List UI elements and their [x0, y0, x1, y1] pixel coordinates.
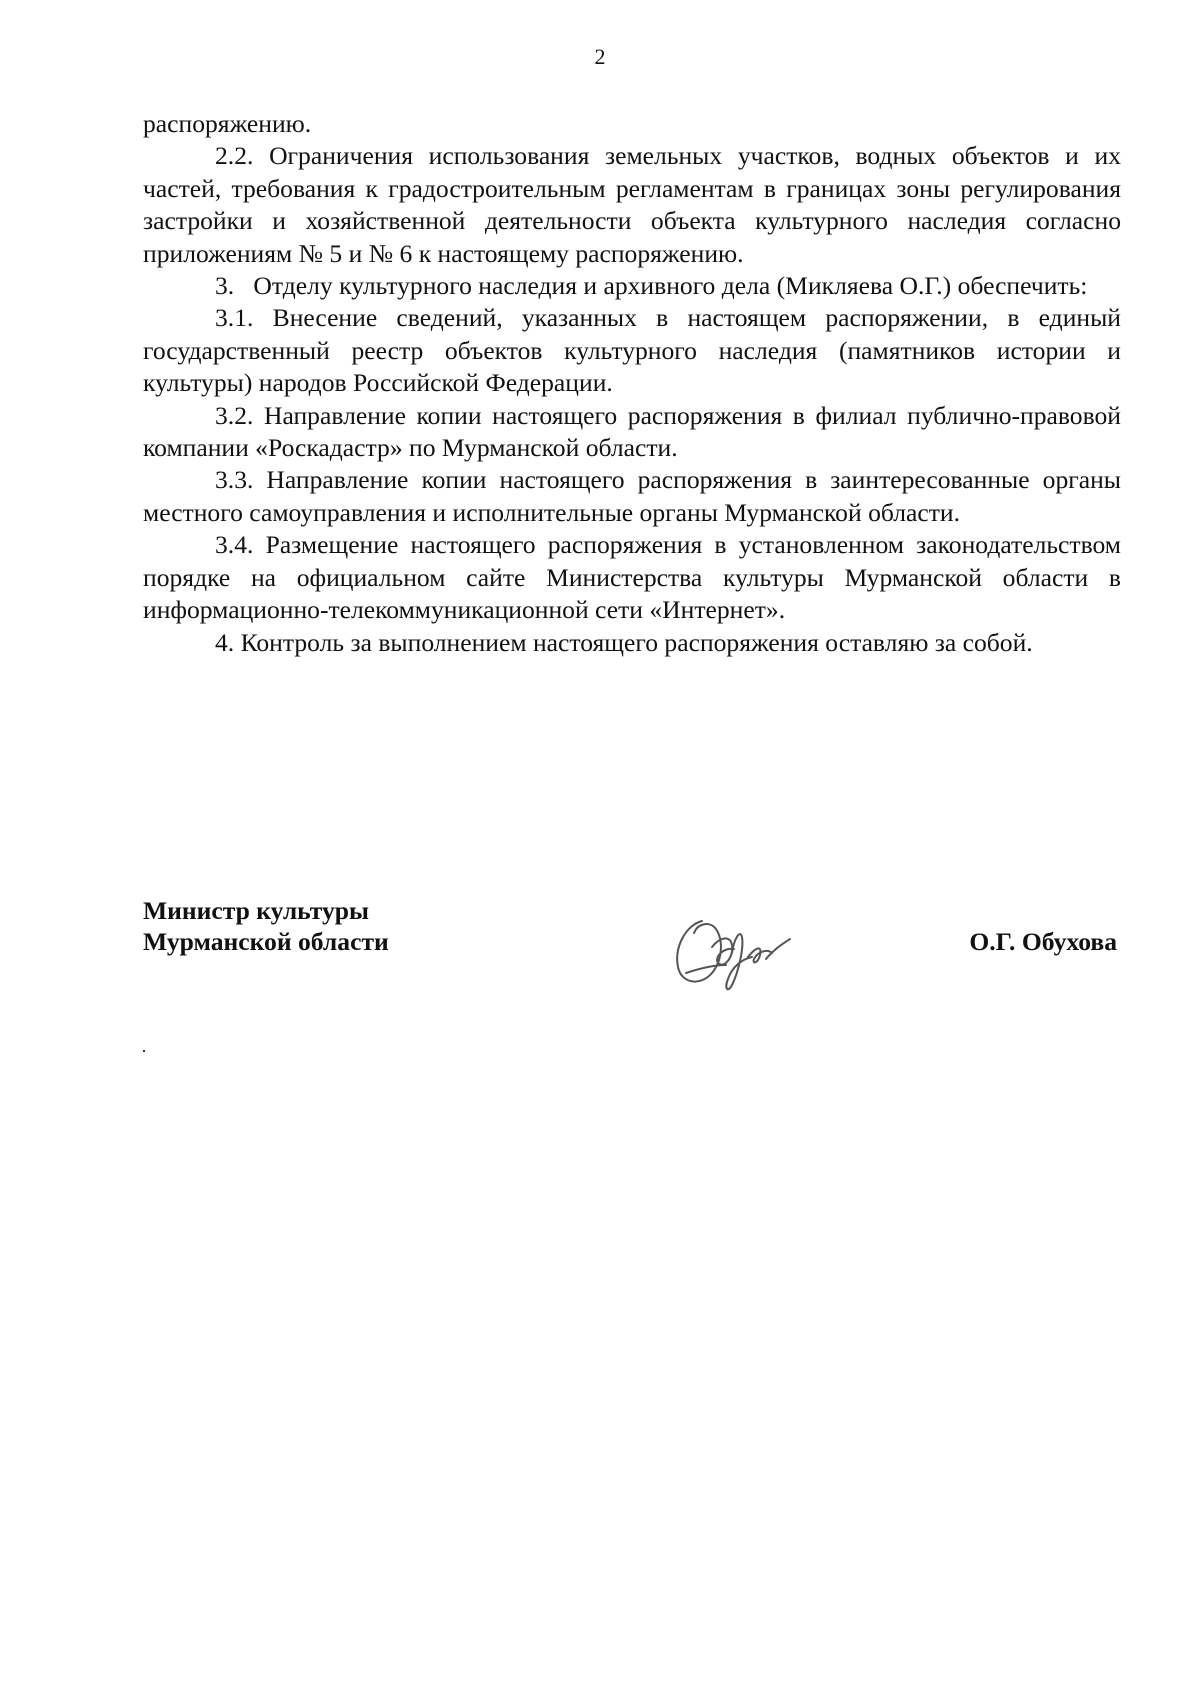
signature-block	[143, 895, 1121, 1005]
stray-dot	[143, 1050, 145, 1052]
paragraph-3-4: 3.4. Размещение настоящего распоряжения в установленном законодательством порядке на официальном сайте Министерства культуры Мурманской области в информационно-телекоммуникационной сети «Интернет».	[143, 530, 1121, 625]
paragraph-3: 3. Отделу культурного наследия и архивного дела (Микляева О.Г.) обеспечить:	[215, 271, 1088, 301]
signatory-title-line-1: Министр культуры	[143, 896, 369, 925]
signatory-name: О.Г. Обухова	[969, 927, 1117, 956]
paragraph-continuation: распоряжению.	[143, 109, 312, 138]
paragraph-4: 4. Контроль за выполнением настоящего распоряжения оставляю за собой.	[215, 627, 1033, 657]
paragraph-3-3: 3.3. Направление копии настоящего распоряжения в заинтересованные органы местного самоуправления и исполнительные органы Мурманской области.	[143, 465, 1121, 527]
paragraph-3-1: 3.1. Внесение сведений, указанных в настоящем распоряжении, в единый государственный реестр объектов культурного наследия (памятников истории и культуры) народов Российской Федерации.	[143, 303, 1121, 398]
paragraph-3-2: 3.2. Направление копии настоящего распоряжения в филиал публично-правовой компании «Роскадастр» по Мурманской области.	[143, 400, 1121, 463]
document-body	[143, 108, 1121, 659]
signatory-title-line-2: Мурманской области	[143, 927, 389, 956]
paragraph-2-2: 2.2. Ограничения использования земельных участков, водных объектов и их частей, требования к градостроительным регламентам в границах зоны регулирования застройки и хозяйственной деятельности объекта культурного наследия согласно приложениям № 5 и № 6 к настоящему распоряжению.	[143, 141, 1121, 268]
signatory-title	[143, 895, 389, 957]
page-number: 2	[594, 44, 606, 69]
handwritten-signature-icon	[668, 903, 798, 998]
